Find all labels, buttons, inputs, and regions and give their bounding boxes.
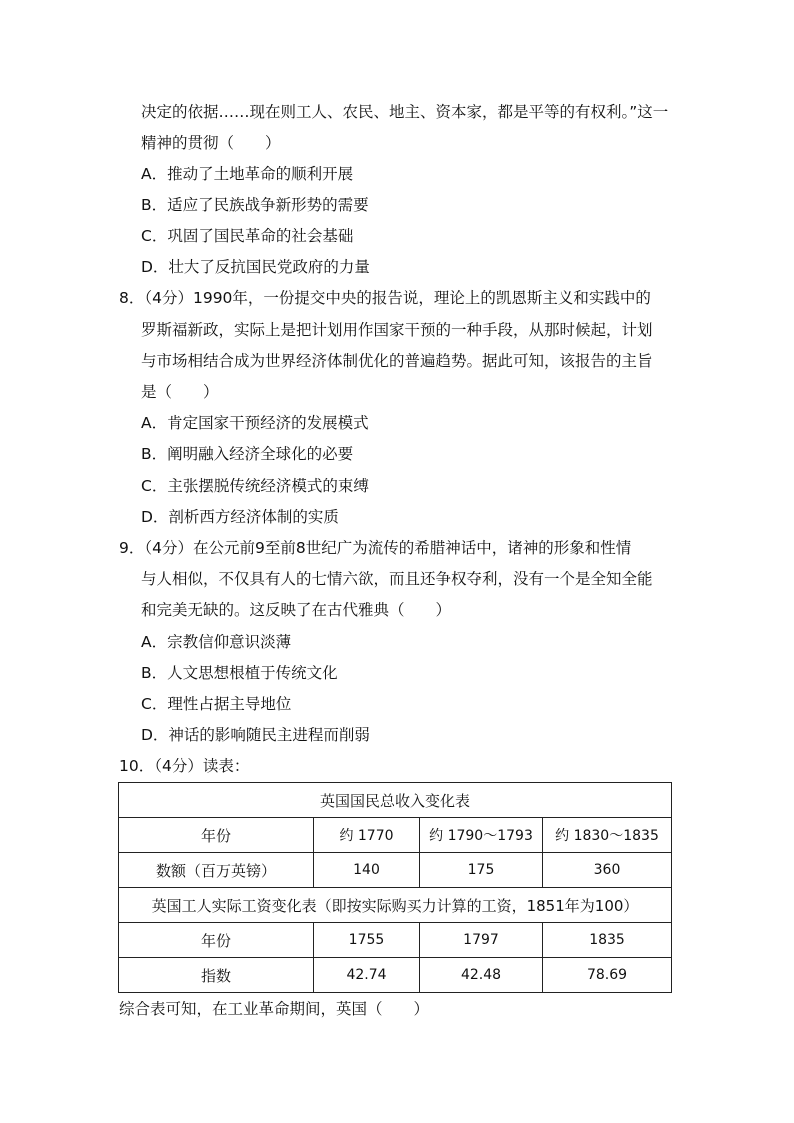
table2-data-row bbox=[119, 958, 672, 993]
table2-header-row bbox=[119, 923, 672, 958]
table1-header-cell: 约 1830～1835 bbox=[543, 818, 672, 853]
table2-header-cell: 1755 bbox=[314, 923, 420, 958]
q7-line-2: 精神的贯彻（ ） bbox=[141, 134, 281, 152]
table1-row-label: 数额（百万英镑） bbox=[119, 853, 314, 888]
table2-header-cell: 年份 bbox=[119, 923, 314, 958]
q8-option-d: D．剖析西方经济体制的实质 bbox=[141, 508, 339, 526]
q8-option-c: C．主张摆脱传统经济模式的束缚 bbox=[141, 477, 369, 495]
q9-line-1: 9．（4分）在公元前9至前8世纪广为流传的希腊神话中，诸神的形象和性情 bbox=[119, 539, 632, 557]
q10-data-table bbox=[118, 782, 672, 993]
q10-intro: 10．（4分）读表： bbox=[119, 757, 250, 775]
q8-option-a: A．肯定国家干预经济的发展模式 bbox=[141, 414, 369, 432]
table1-header-cell: 年份 bbox=[119, 818, 314, 853]
table2-header-cell: 1835 bbox=[543, 923, 672, 958]
table2-cell: 42.48 bbox=[420, 958, 543, 993]
q8-line-3: 与市场相结合成为世界经济体制优化的普遍趋势。据此可知，该报告的主旨 bbox=[141, 352, 653, 370]
table1-title: 英国国民总收入变化表 bbox=[119, 783, 672, 818]
q7-line-1: 决定的依据……现在则工人、农民、地主、资本家，都是平等的有权利。”这一 bbox=[141, 103, 669, 121]
q7-option-b: B．适应了民族战争新形势的需要 bbox=[141, 196, 369, 214]
q9-line-3: 和完美无缺的。这反映了在古代雅典（ ） bbox=[141, 601, 452, 619]
table2-title: 英国工人实际工资变化表（即按实际购买力计算的工资，1851年为100） bbox=[119, 888, 672, 923]
q8-option-b: B．阐明融入经济全球化的必要 bbox=[141, 445, 354, 463]
table2-row-label: 指数 bbox=[119, 958, 314, 993]
q7-option-c: C．巩固了国民革命的社会基础 bbox=[141, 227, 354, 245]
q9-option-c: C．理性占据主导地位 bbox=[141, 695, 292, 713]
q9-option-d: D．神话的影响随民主进程而削弱 bbox=[141, 726, 370, 744]
q10-question: 综合表可知，在工业革命期间，英国（ ） bbox=[119, 1000, 430, 1018]
table2-title-row bbox=[119, 888, 672, 923]
table1-title-row bbox=[119, 783, 672, 818]
table1-data-row bbox=[119, 853, 672, 888]
table1-cell: 175 bbox=[420, 853, 543, 888]
q8-line-1: 8．（4分）1990年，一份提交中央的报告说，理论上的凯恩斯主义和实践中的 bbox=[119, 289, 651, 307]
table1-cell: 140 bbox=[314, 853, 420, 888]
q9-line-2: 与人相似，不仅具有人的七情六欲，而且还争权夺利，没有一个是全知全能 bbox=[141, 570, 653, 588]
table2-cell: 78.69 bbox=[543, 958, 672, 993]
q9-option-b: B．人文思想根植于传统文化 bbox=[141, 664, 338, 682]
table1-header-row bbox=[119, 818, 672, 853]
table2-header-cell: 1797 bbox=[420, 923, 543, 958]
q7-option-d: D．壮大了反抗国民党政府的力量 bbox=[141, 258, 370, 276]
q8-line-2: 罗斯福新政，实际上是把计划用作国家干预的一种手段，从那时候起，计划 bbox=[141, 321, 653, 339]
table1-header-cell: 约 1790～1793 bbox=[420, 818, 543, 853]
q7-option-a: A．推动了土地革命的顺利开展 bbox=[141, 165, 354, 183]
table1-header-cell: 约 1770 bbox=[314, 818, 420, 853]
table1-cell: 360 bbox=[543, 853, 672, 888]
q9-option-a: A．宗教信仰意识淡薄 bbox=[141, 633, 292, 651]
table2-cell: 42.74 bbox=[314, 958, 420, 993]
q8-line-4: 是（ ） bbox=[141, 383, 219, 401]
